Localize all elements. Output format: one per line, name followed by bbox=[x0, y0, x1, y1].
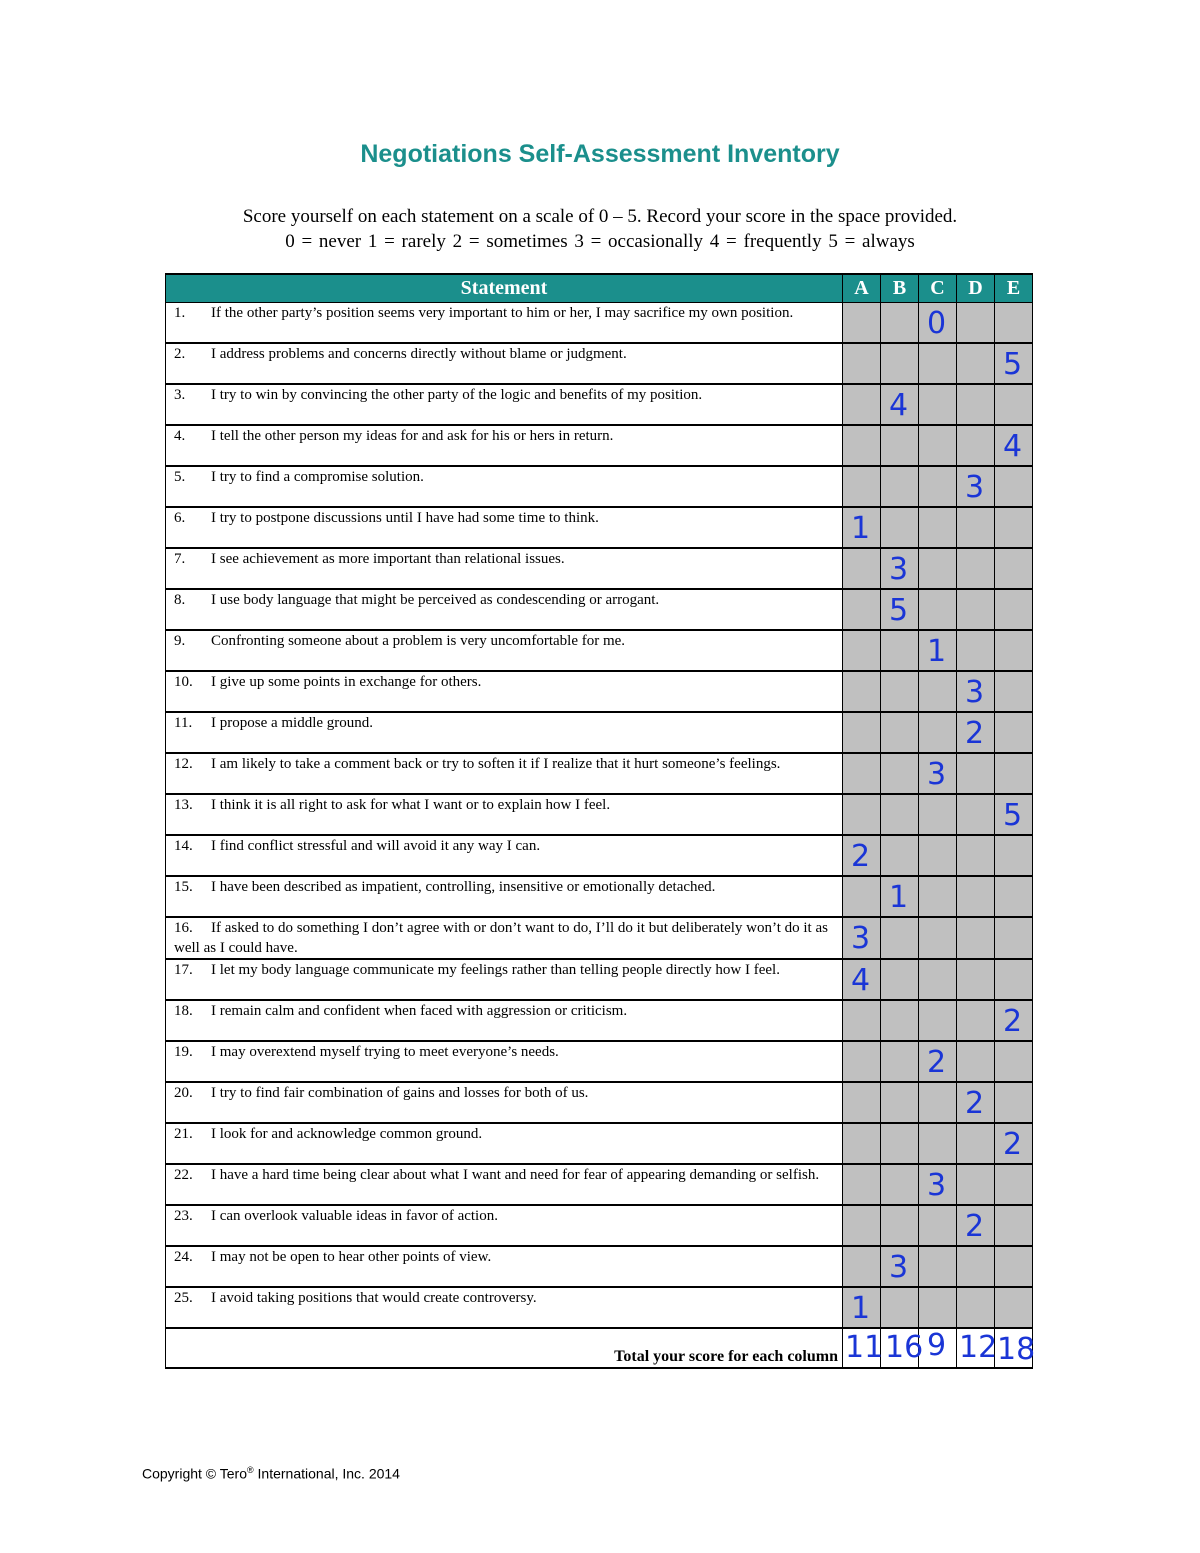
score-cell-b[interactable] bbox=[881, 1123, 919, 1164]
statement-text: I propose a middle ground. bbox=[211, 715, 374, 731]
instructions-line-1: Score yourself on each statement on a scale of 0 – 5. Record your score in the space provided. bbox=[242, 206, 958, 227]
score-cell-b[interactable] bbox=[881, 630, 919, 671]
table-row bbox=[166, 1041, 1033, 1082]
score-cell-e[interactable] bbox=[995, 1205, 1033, 1246]
statement-cell bbox=[166, 917, 843, 959]
score-cell-d[interactable] bbox=[957, 835, 995, 876]
copyright-notice: Copyright © Tero® International, Inc. 2014 bbox=[142, 1465, 400, 1482]
statement-cell bbox=[166, 425, 843, 466]
score-cell-c[interactable] bbox=[919, 1246, 957, 1287]
score-cell-b[interactable] bbox=[881, 835, 919, 876]
score-cell-d[interactable] bbox=[957, 1000, 995, 1041]
score-cell-b[interactable] bbox=[881, 712, 919, 753]
score-cell-e[interactable] bbox=[995, 876, 1033, 917]
handwritten-score: 4 bbox=[851, 963, 871, 998]
statement-text: I may not be open to hear other points of view. bbox=[211, 1249, 492, 1265]
score-cell-e[interactable] bbox=[995, 384, 1033, 425]
table-row bbox=[166, 1205, 1033, 1246]
total-cell-e[interactable] bbox=[995, 1328, 1036, 1368]
score-cell-b[interactable] bbox=[881, 753, 919, 794]
statement-text: I may overextend myself trying to meet everyone’s needs. bbox=[211, 1044, 559, 1060]
score-cell-a[interactable] bbox=[843, 589, 881, 630]
total-score-e: 18 bbox=[997, 1332, 1036, 1367]
score-cell-b[interactable] bbox=[881, 917, 919, 959]
score-cell-b[interactable] bbox=[881, 384, 919, 425]
statement-number: 6. bbox=[174, 510, 186, 526]
total-cell-a[interactable] bbox=[843, 1328, 884, 1368]
column-header-b: B bbox=[881, 274, 919, 303]
statement-cell bbox=[166, 1287, 843, 1328]
statement-number: 16. bbox=[174, 920, 193, 936]
statement-cell bbox=[166, 343, 843, 384]
total-cell-d[interactable] bbox=[957, 1328, 998, 1368]
score-cell-b[interactable] bbox=[881, 1164, 919, 1205]
score-cell-e[interactable] bbox=[995, 1246, 1033, 1287]
score-cell-e[interactable] bbox=[995, 671, 1033, 712]
score-cell-e[interactable] bbox=[995, 507, 1033, 548]
statement-text: I try to postpone discussions until I have had some time to think. bbox=[211, 510, 599, 526]
statement-number: 24. bbox=[174, 1249, 193, 1265]
handwritten-score: 2 bbox=[851, 839, 871, 874]
table-row bbox=[166, 589, 1033, 630]
statement-cell bbox=[166, 303, 843, 344]
statement-number: 8. bbox=[174, 592, 186, 608]
score-cell-b[interactable] bbox=[881, 343, 919, 384]
score-cell-c[interactable] bbox=[919, 589, 957, 630]
statement-cell bbox=[166, 876, 843, 917]
score-cell-b[interactable] bbox=[881, 1041, 919, 1082]
score-cell-d[interactable] bbox=[957, 343, 995, 384]
statement-cell bbox=[166, 630, 843, 671]
score-cell-c[interactable] bbox=[919, 671, 957, 712]
score-cell-c[interactable] bbox=[919, 303, 957, 344]
score-cell-c[interactable] bbox=[919, 753, 957, 794]
score-cell-b[interactable] bbox=[881, 507, 919, 548]
table-row bbox=[166, 917, 1033, 959]
statement-number: 12. bbox=[174, 756, 193, 772]
score-cell-b[interactable] bbox=[881, 959, 919, 1000]
statement-cell bbox=[166, 548, 843, 589]
score-cell-c[interactable] bbox=[919, 384, 957, 425]
table-row bbox=[166, 630, 1033, 671]
statement-text: I avoid taking positions that would create controversy. bbox=[211, 1290, 537, 1306]
statement-number: 23. bbox=[174, 1208, 193, 1224]
score-cell-d[interactable] bbox=[957, 917, 995, 959]
statement-text: I try to find a compromise solution. bbox=[211, 469, 424, 485]
score-cell-d[interactable] bbox=[957, 466, 995, 507]
score-cell-a[interactable] bbox=[843, 1205, 881, 1246]
handwritten-score: 2 bbox=[1003, 1127, 1023, 1162]
score-cell-c[interactable] bbox=[919, 917, 957, 959]
score-cell-e[interactable] bbox=[995, 753, 1033, 794]
total-score-d: 12 bbox=[959, 1330, 998, 1365]
score-cell-c[interactable] bbox=[919, 794, 957, 835]
score-cell-c[interactable] bbox=[919, 507, 957, 548]
score-cell-a[interactable] bbox=[843, 425, 881, 466]
statement-text: I let my body language communicate my feelings rather than telling people directly how I feel. bbox=[211, 962, 780, 978]
score-cell-b[interactable] bbox=[881, 303, 919, 344]
score-cell-d[interactable] bbox=[957, 303, 995, 344]
score-cell-e[interactable] bbox=[995, 303, 1033, 344]
score-cell-e[interactable] bbox=[995, 1123, 1033, 1164]
score-cell-c[interactable] bbox=[919, 1000, 957, 1041]
statement-cell bbox=[166, 507, 843, 548]
statement-number: 22. bbox=[174, 1167, 193, 1183]
score-cell-c[interactable] bbox=[919, 1082, 957, 1123]
table-row bbox=[166, 548, 1033, 589]
score-cell-b[interactable] bbox=[881, 876, 919, 917]
total-score-c: 9 bbox=[927, 1328, 947, 1363]
score-cell-a[interactable] bbox=[843, 548, 881, 589]
score-cell-b[interactable] bbox=[881, 548, 919, 589]
total-row bbox=[166, 1328, 1033, 1368]
handwritten-score: 3 bbox=[965, 675, 985, 710]
score-cell-e[interactable] bbox=[995, 466, 1033, 507]
statement-cell bbox=[166, 1205, 843, 1246]
handwritten-score: 4 bbox=[889, 388, 909, 423]
score-cell-c[interactable] bbox=[919, 343, 957, 384]
score-cell-c[interactable] bbox=[919, 876, 957, 917]
score-cell-c[interactable] bbox=[919, 835, 957, 876]
score-cell-a[interactable] bbox=[843, 1287, 881, 1328]
handwritten-score: 2 bbox=[965, 1209, 985, 1244]
statement-text: Confronting someone about a problem is very uncomfortable for me. bbox=[211, 633, 626, 649]
column-header-d: D bbox=[957, 274, 995, 303]
score-cell-a[interactable] bbox=[843, 1082, 881, 1123]
statement-number: 15. bbox=[174, 879, 193, 895]
handwritten-score: 2 bbox=[965, 716, 985, 751]
score-cell-d[interactable] bbox=[957, 507, 995, 548]
score-cell-a[interactable] bbox=[843, 794, 881, 835]
score-cell-b[interactable] bbox=[881, 1205, 919, 1246]
statement-number: 20. bbox=[174, 1085, 193, 1101]
statement-cell bbox=[166, 671, 843, 712]
statement-text: I find conflict stressful and will avoid it any way I can. bbox=[211, 838, 541, 854]
table-row bbox=[166, 959, 1033, 1000]
handwritten-score: 3 bbox=[851, 921, 871, 956]
score-cell-a[interactable] bbox=[843, 835, 881, 876]
statement-text: I am likely to take a comment back or try to soften it if I realize that it hurt someone’s feelings. bbox=[211, 756, 781, 772]
table-row bbox=[166, 671, 1033, 712]
table-row bbox=[166, 1164, 1033, 1205]
score-cell-a[interactable] bbox=[843, 712, 881, 753]
score-cell-d[interactable] bbox=[957, 671, 995, 712]
score-cell-e[interactable] bbox=[995, 1287, 1033, 1328]
statement-number: 25. bbox=[174, 1290, 193, 1306]
statement-cell bbox=[166, 835, 843, 876]
score-cell-b[interactable] bbox=[881, 1246, 919, 1287]
table-row bbox=[166, 343, 1033, 384]
score-cell-a[interactable] bbox=[843, 466, 881, 507]
statement-number: 21. bbox=[174, 1126, 193, 1142]
statement-number: 19. bbox=[174, 1044, 193, 1060]
handwritten-score: 3 bbox=[889, 1250, 909, 1285]
score-cell-e[interactable] bbox=[995, 1041, 1033, 1082]
handwritten-score: 4 bbox=[1003, 429, 1023, 464]
handwritten-score: 2 bbox=[965, 1086, 985, 1121]
table-row bbox=[166, 835, 1033, 876]
score-cell-a[interactable] bbox=[843, 671, 881, 712]
score-cell-e[interactable] bbox=[995, 630, 1033, 671]
score-cell-a[interactable] bbox=[843, 917, 881, 959]
score-cell-d[interactable] bbox=[957, 1123, 995, 1164]
handwritten-score: 5 bbox=[889, 593, 909, 628]
statement-cell bbox=[166, 1000, 843, 1041]
score-cell-b[interactable] bbox=[881, 589, 919, 630]
statement-text: If asked to do something I don’t agree with or don’t want to do, I’ll do it but deliberately won’t do it as well as I could have. bbox=[174, 920, 828, 956]
score-cell-a[interactable] bbox=[843, 876, 881, 917]
statement-number: 13. bbox=[174, 797, 193, 813]
score-cell-e[interactable] bbox=[995, 1164, 1033, 1205]
statement-cell bbox=[166, 753, 843, 794]
score-cell-c[interactable] bbox=[919, 425, 957, 466]
total-cell-c[interactable] bbox=[919, 1328, 957, 1368]
score-cell-b[interactable] bbox=[881, 466, 919, 507]
score-cell-a[interactable] bbox=[843, 507, 881, 548]
score-cell-d[interactable] bbox=[957, 548, 995, 589]
statement-cell bbox=[166, 959, 843, 1000]
statement-cell bbox=[166, 589, 843, 630]
score-cell-e[interactable] bbox=[995, 712, 1033, 753]
statement-number: 3. bbox=[174, 387, 186, 403]
table-row bbox=[166, 425, 1033, 466]
score-cell-a[interactable] bbox=[843, 1123, 881, 1164]
handwritten-score: 0 bbox=[927, 306, 947, 341]
table-row bbox=[166, 384, 1033, 425]
statement-text: I have been described as impatient, controlling, insensitive or emotionally detached. bbox=[211, 879, 716, 895]
score-cell-d[interactable] bbox=[957, 425, 995, 466]
statement-cell bbox=[166, 384, 843, 425]
score-cell-e[interactable] bbox=[995, 1082, 1033, 1123]
statement-cell bbox=[166, 1164, 843, 1205]
score-cell-e[interactable] bbox=[995, 1000, 1033, 1041]
score-cell-b[interactable] bbox=[881, 1000, 919, 1041]
handwritten-score: 3 bbox=[927, 1168, 947, 1203]
score-cell-b[interactable] bbox=[881, 671, 919, 712]
score-cell-a[interactable] bbox=[843, 959, 881, 1000]
table-row bbox=[166, 1246, 1033, 1287]
score-cell-e[interactable] bbox=[995, 343, 1033, 384]
score-cell-a[interactable] bbox=[843, 1041, 881, 1082]
statement-text: If the other party’s position seems very important to him or her, I may sacrifice my own position. bbox=[211, 305, 794, 321]
table-row bbox=[166, 507, 1033, 548]
statement-text: I look for and acknowledge common ground. bbox=[211, 1126, 483, 1142]
statement-number: 4. bbox=[174, 428, 186, 444]
table-header-row bbox=[166, 274, 1033, 303]
column-header-a: A bbox=[843, 274, 881, 303]
score-cell-d[interactable] bbox=[957, 1041, 995, 1082]
table-row bbox=[166, 1000, 1033, 1041]
statement-cell bbox=[166, 1041, 843, 1082]
table-row bbox=[166, 1082, 1033, 1123]
statement-number: 10. bbox=[174, 674, 193, 690]
statement-number: 1. bbox=[174, 305, 186, 321]
score-cell-b[interactable] bbox=[881, 794, 919, 835]
table-row bbox=[166, 1287, 1033, 1328]
score-cell-b[interactable] bbox=[881, 1082, 919, 1123]
score-cell-b[interactable] bbox=[881, 1287, 919, 1328]
statement-cell bbox=[166, 1246, 843, 1287]
score-cell-c[interactable] bbox=[919, 466, 957, 507]
handwritten-score: 1 bbox=[851, 511, 871, 546]
score-cell-e[interactable] bbox=[995, 589, 1033, 630]
score-cell-c[interactable] bbox=[919, 1205, 957, 1246]
column-header-c: C bbox=[919, 274, 957, 303]
score-cell-d[interactable] bbox=[957, 1287, 995, 1328]
score-cell-d[interactable] bbox=[957, 1164, 995, 1205]
table-row bbox=[166, 303, 1033, 344]
total-score-a: 11 bbox=[845, 1330, 884, 1365]
score-cell-d[interactable] bbox=[957, 1246, 995, 1287]
score-cell-e[interactable] bbox=[995, 835, 1033, 876]
table-row bbox=[166, 794, 1033, 835]
score-cell-c[interactable] bbox=[919, 1123, 957, 1164]
score-cell-e[interactable] bbox=[995, 959, 1033, 1000]
score-cell-d[interactable] bbox=[957, 876, 995, 917]
handwritten-score: 1 bbox=[889, 880, 909, 915]
statement-text: I tell the other person my ideas for and ask for his or hers in return. bbox=[211, 428, 614, 444]
total-score-b: 16 bbox=[885, 1330, 924, 1365]
statement-column-header: Statement bbox=[166, 274, 843, 303]
score-cell-d[interactable] bbox=[957, 753, 995, 794]
statement-number: 7. bbox=[174, 551, 186, 567]
statement-text: I try to win by convincing the other party of the logic and benefits of my position. bbox=[211, 387, 703, 403]
score-cell-a[interactable] bbox=[843, 384, 881, 425]
score-cell-c[interactable] bbox=[919, 1287, 957, 1328]
table-row bbox=[166, 876, 1033, 917]
score-cell-d[interactable] bbox=[957, 589, 995, 630]
instructions-line-2: 0 = never 1 = rarely 2 = sometimes 3 = occasionally 4 = frequently 5 = always bbox=[285, 231, 915, 252]
score-cell-c[interactable] bbox=[919, 548, 957, 589]
statement-text: I can overlook valuable ideas in favor of action. bbox=[211, 1208, 498, 1224]
handwritten-score: 5 bbox=[1003, 798, 1023, 833]
score-cell-d[interactable] bbox=[957, 1082, 995, 1123]
column-header-e: E bbox=[995, 274, 1033, 303]
statement-text: I give up some points in exchange for others. bbox=[211, 674, 482, 690]
score-cell-c[interactable] bbox=[919, 959, 957, 1000]
statement-cell bbox=[166, 1123, 843, 1164]
statement-cell bbox=[166, 1082, 843, 1123]
handwritten-score: 2 bbox=[1003, 1004, 1023, 1039]
assessment-table bbox=[165, 273, 1036, 1369]
score-cell-a[interactable] bbox=[843, 343, 881, 384]
score-cell-d[interactable] bbox=[957, 384, 995, 425]
score-cell-c[interactable] bbox=[919, 1041, 957, 1082]
score-cell-a[interactable] bbox=[843, 1164, 881, 1205]
statement-text: I have a hard time being clear about what I want and need for fear of appearing demanding or selfish. bbox=[211, 1167, 820, 1183]
page-title: Negotiations Self-Assessment Inventory bbox=[360, 140, 840, 168]
table-row bbox=[166, 712, 1033, 753]
statement-number: 11. bbox=[174, 715, 193, 731]
score-cell-e[interactable] bbox=[995, 794, 1033, 835]
score-cell-e[interactable] bbox=[995, 917, 1033, 959]
score-cell-b[interactable] bbox=[881, 425, 919, 466]
handwritten-score: 1 bbox=[927, 634, 947, 669]
handwritten-score: 3 bbox=[927, 757, 947, 792]
score-cell-a[interactable] bbox=[843, 753, 881, 794]
table-row bbox=[166, 753, 1033, 794]
score-cell-c[interactable] bbox=[919, 630, 957, 671]
score-cell-d[interactable] bbox=[957, 1205, 995, 1246]
statement-text: I think it is all right to ask for what I want or to explain how I feel. bbox=[211, 797, 611, 813]
score-cell-a[interactable] bbox=[843, 1246, 881, 1287]
statement-text: I remain calm and confident when faced with aggression or criticism. bbox=[211, 1003, 628, 1019]
statement-number: 5. bbox=[174, 469, 186, 485]
statement-number: 17. bbox=[174, 962, 193, 978]
handwritten-score: 3 bbox=[889, 552, 909, 587]
score-cell-d[interactable] bbox=[957, 794, 995, 835]
score-cell-d[interactable] bbox=[957, 630, 995, 671]
statement-number: 9. bbox=[174, 633, 186, 649]
score-cell-a[interactable] bbox=[843, 630, 881, 671]
score-cell-a[interactable] bbox=[843, 1000, 881, 1041]
total-cell-b[interactable] bbox=[881, 1328, 924, 1368]
score-cell-a[interactable] bbox=[843, 303, 881, 344]
statement-text: I try to find fair combination of gains and losses for both of us. bbox=[211, 1085, 589, 1101]
table-row bbox=[166, 1123, 1033, 1164]
handwritten-score: 2 bbox=[927, 1045, 947, 1080]
statement-text: I see achievement as more important than relational issues. bbox=[211, 551, 565, 567]
score-cell-e[interactable] bbox=[995, 548, 1033, 589]
statement-number: 18. bbox=[174, 1003, 193, 1019]
score-cell-d[interactable] bbox=[957, 959, 995, 1000]
statement-number: 14. bbox=[174, 838, 193, 854]
score-cell-d[interactable] bbox=[957, 712, 995, 753]
total-label: Total your score for each column bbox=[166, 1328, 843, 1368]
score-cell-c[interactable] bbox=[919, 1164, 957, 1205]
statement-text: I address problems and concerns directly without blame or judgment. bbox=[211, 346, 627, 362]
statement-text: I use body language that might be perceived as condescending or arrogant. bbox=[211, 592, 660, 608]
handwritten-score: 5 bbox=[1003, 347, 1023, 382]
statement-cell bbox=[166, 466, 843, 507]
statement-cell bbox=[166, 794, 843, 835]
statement-cell bbox=[166, 712, 843, 753]
score-cell-e[interactable] bbox=[995, 425, 1033, 466]
statement-number: 2. bbox=[174, 346, 186, 362]
handwritten-score: 3 bbox=[965, 470, 985, 505]
table-row bbox=[166, 466, 1033, 507]
handwritten-score: 1 bbox=[851, 1291, 871, 1326]
score-cell-c[interactable] bbox=[919, 712, 957, 753]
